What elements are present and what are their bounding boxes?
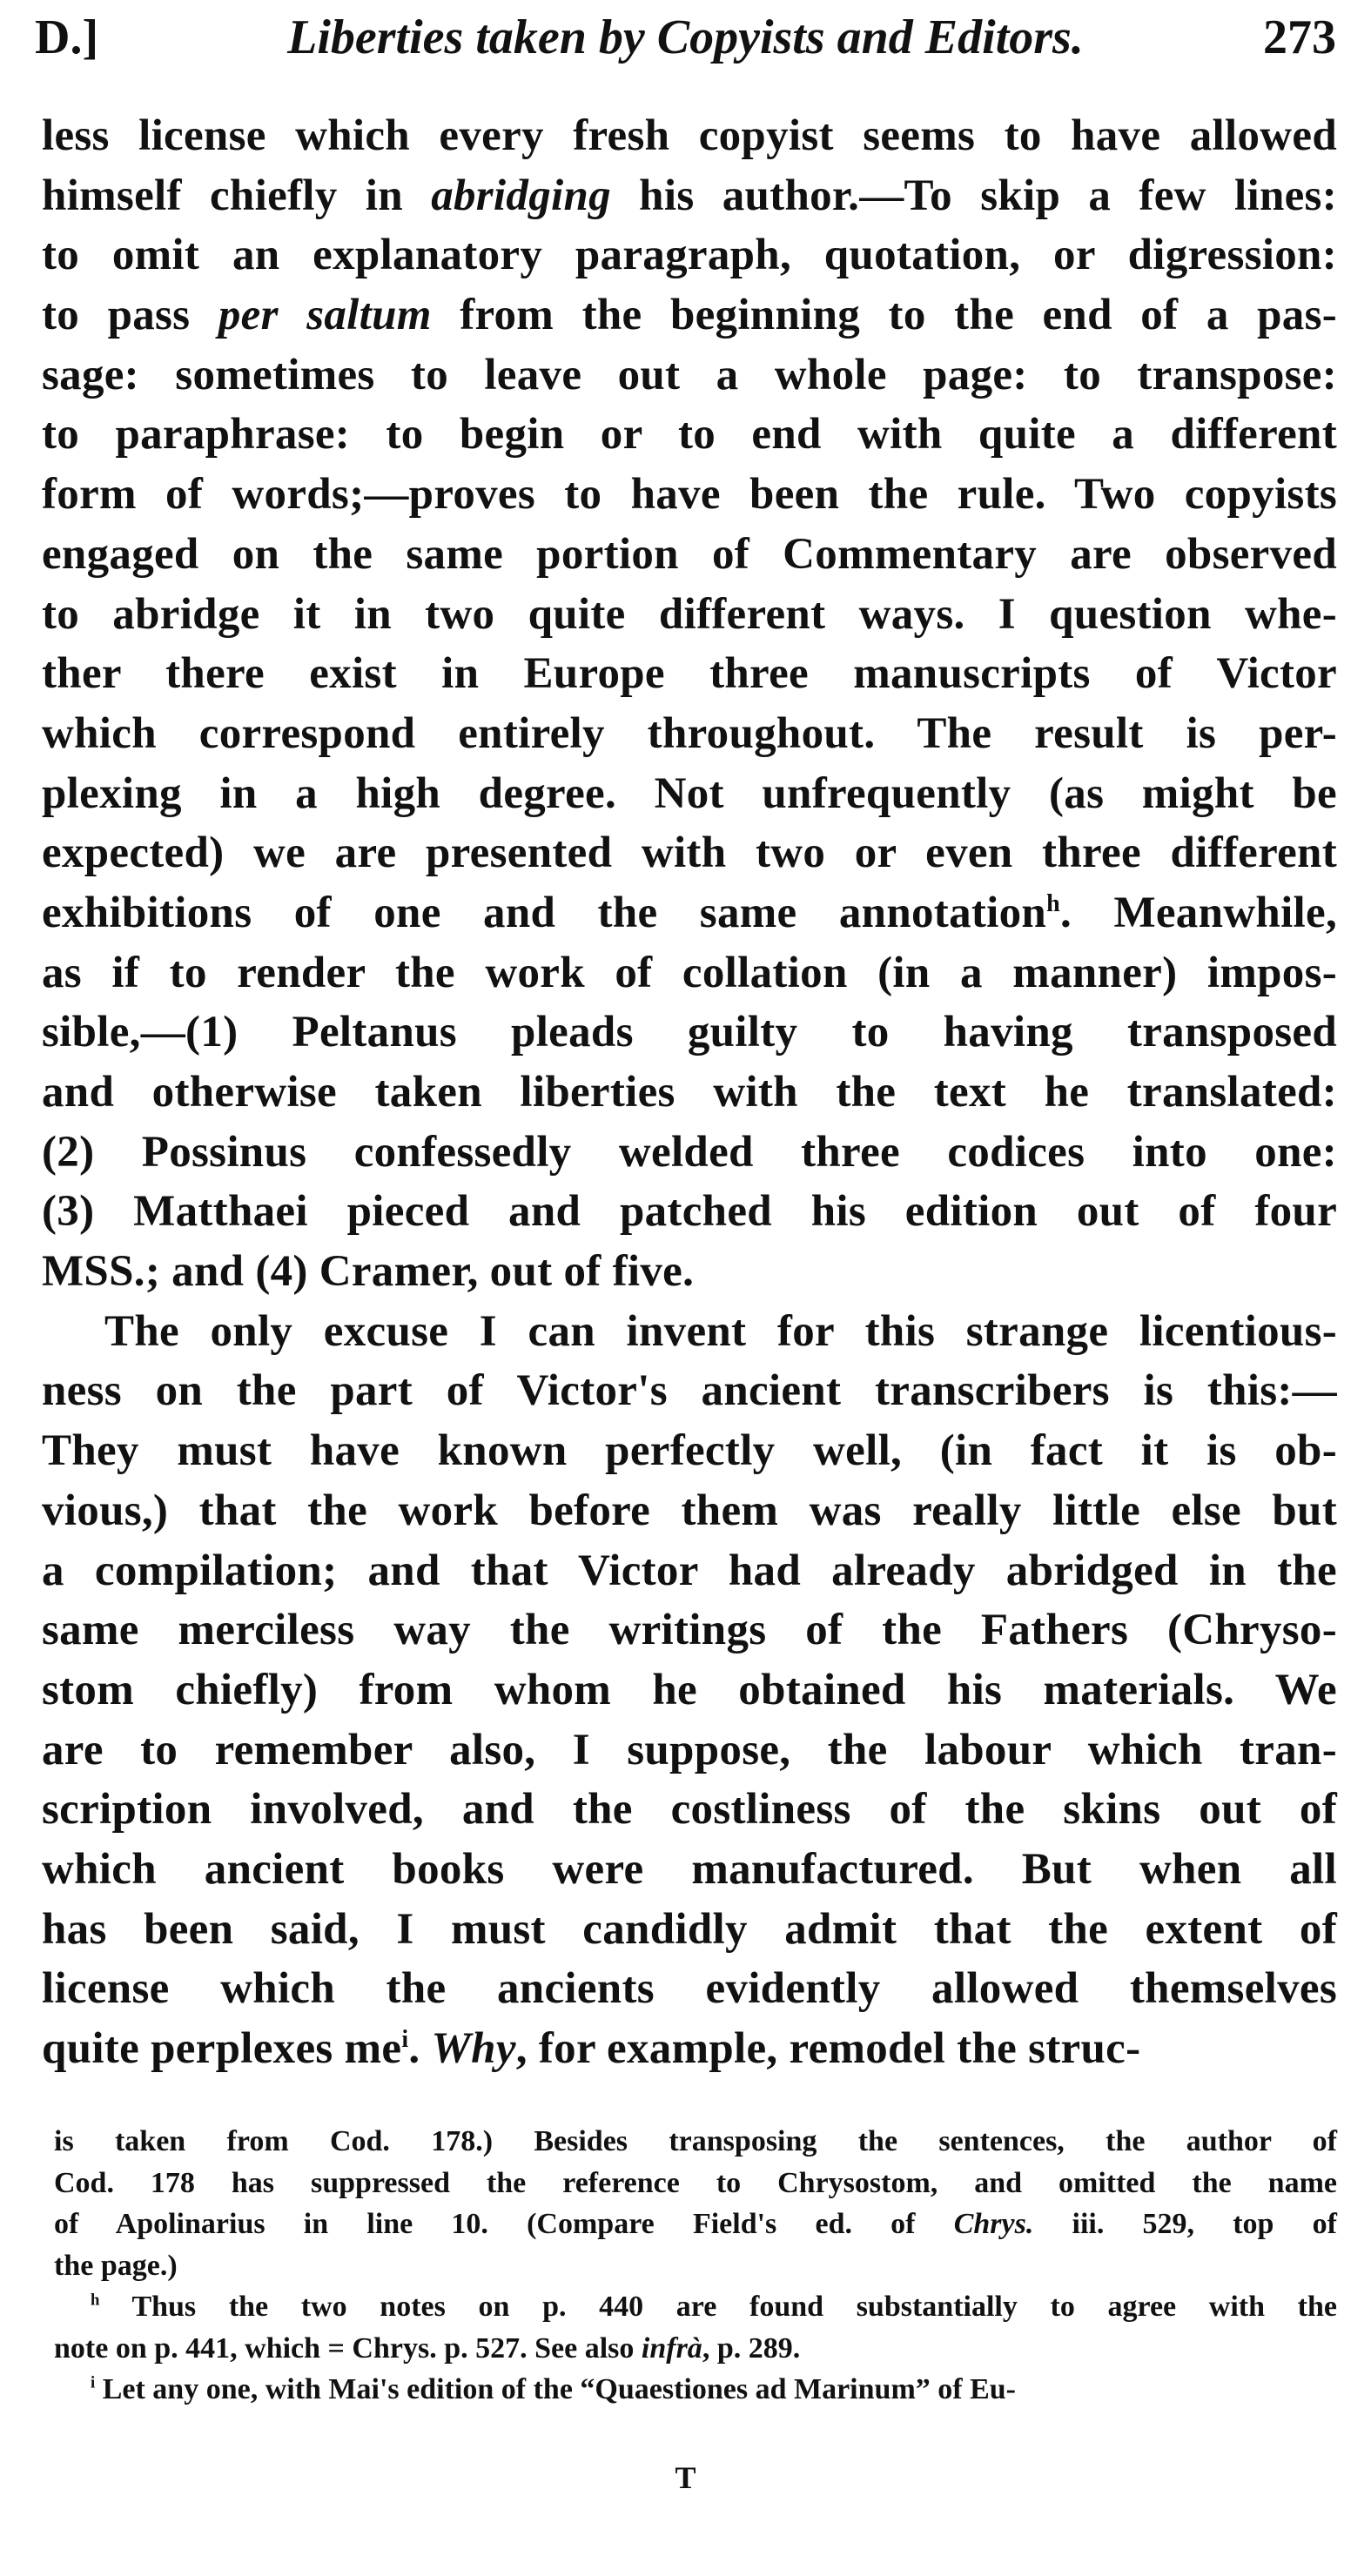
footnote-line <box>54 2286 1337 2328</box>
body-line <box>42 1780 1337 1840</box>
text-run: plexing in a high degree. Not unfrequently (as might be <box>42 768 1337 818</box>
body-line <box>42 1063 1337 1123</box>
italic-text: abridging <box>431 171 611 220</box>
section-mark: D.] <box>35 10 99 64</box>
text-run: a compilation; and that Victor had already abridged in the <box>42 1546 1337 1595</box>
text-run: to pass <box>42 291 218 340</box>
body-line <box>42 225 1337 285</box>
text-run: ther there exist in Europe three manuscripts of Victor <box>42 649 1337 699</box>
body-line <box>42 1182 1337 1242</box>
footnote-line <box>54 2328 1337 2370</box>
text-run: . Meanwhile, <box>1060 888 1337 937</box>
text-run: Cod. 178 has suppressed the reference to Chrysostom, and omitted the name <box>54 2166 1337 2199</box>
footnote-marker: i <box>91 2373 96 2392</box>
footnote-line <box>54 2245 1337 2287</box>
text-run: note on p. 441, which = Chrys. p. 527. See also <box>54 2331 642 2365</box>
running-head <box>35 7 1336 68</box>
text-run: his author.—To skip a few lines: <box>610 171 1337 220</box>
body-line <box>42 1900 1337 1960</box>
body-line <box>42 883 1337 943</box>
text-run: . <box>408 2024 432 2073</box>
body-line <box>42 1721 1337 1781</box>
text-run: (2) Possinus confessedly welded three codices into one: <box>42 1127 1337 1177</box>
text-run: are to remember also, I suppose, the labour which tran- <box>42 1725 1337 1774</box>
body-line <box>42 1421 1337 1481</box>
text-run: MSS.; and (4) Cramer, out of five. <box>42 1247 695 1297</box>
body-line <box>42 1959 1337 2019</box>
text-run: engaged on the same portion of Commentary are observed <box>42 529 1337 579</box>
footnote-line <box>54 2204 1337 2245</box>
footnote-marker: h <box>91 2291 100 2310</box>
footnote-line <box>54 2369 1337 2411</box>
text-run: to paraphrase: to begin or to end with quite a different <box>42 410 1337 460</box>
body-line <box>42 823 1337 883</box>
text-run: expected) we are presented with two or even three different <box>42 828 1337 878</box>
signature-mark: T <box>675 2460 696 2495</box>
body-line <box>42 1361 1337 1421</box>
text-run: They must have known perfectly well, (in fact it is ob- <box>42 1426 1337 1476</box>
body-line <box>42 1840 1337 1900</box>
body-line <box>42 1123 1337 1183</box>
text-run: to omit an explanatory paragraph, quotation, or digression: <box>42 231 1337 280</box>
footnote-marker: i <box>401 2026 409 2053</box>
body-line <box>42 1660 1337 1721</box>
text-run: which ancient books were manufactured. But when all <box>42 1844 1337 1894</box>
body-line <box>42 1600 1337 1660</box>
body-line <box>42 1541 1337 1601</box>
body-line <box>42 405 1337 465</box>
text-run: sage: sometimes to leave out a whole page: to transpose: <box>42 350 1337 399</box>
footnotes-block <box>54 2121 1337 2411</box>
text-run: stom chiefly) from whom he obtained his materials. We <box>42 1665 1337 1714</box>
italic-text: per saltum <box>218 291 432 340</box>
body-line <box>42 704 1337 764</box>
body-line <box>42 644 1337 704</box>
body-line <box>42 465 1337 525</box>
text-run: quite perplexes me <box>42 2024 402 2073</box>
text-run: is taken from Cod. 178.) Besides transposing the sentences, the author of <box>54 2125 1337 2157</box>
body-line <box>42 285 1337 345</box>
body-line <box>42 764 1337 824</box>
body-line <box>42 1481 1337 1541</box>
text-run: himself chiefly in <box>42 171 432 220</box>
text-run: less license which every fresh copyist seems to have allowed <box>42 111 1337 160</box>
text-run: license which the ancients evidently allowed themselves <box>42 1964 1337 2014</box>
body-line <box>42 2019 1337 2079</box>
text-run: (3) Matthaei pieced and patched his edition out of four <box>42 1187 1337 1237</box>
text-run: Let any one, with Mai's edition of the “Quaestiones ad Marinum” of Eu- <box>95 2373 1017 2405</box>
page-number: 273 <box>1263 10 1336 64</box>
text-run: same merciless way the writings of the Fathers (Chryso- <box>42 1606 1337 1655</box>
body-line <box>42 1302 1337 1362</box>
text-run: vious,) that the work before them was really little else but <box>42 1486 1337 1535</box>
footnote-marker: h <box>1046 889 1060 917</box>
body-line <box>42 1242 1337 1302</box>
body-line <box>42 943 1337 1003</box>
body-line <box>42 1003 1337 1063</box>
running-title: Liberties taken by Copyists and Editors. <box>287 10 1084 64</box>
body-line <box>42 585 1337 645</box>
text-run: Thus the two notes on p. 440 are found substantially to agree with the <box>99 2291 1337 2323</box>
footnote-line <box>54 2163 1337 2204</box>
text-run: , p. 289. <box>702 2331 801 2365</box>
text-run: the page.) <box>54 2249 178 2282</box>
italic-text: infrà <box>641 2331 702 2365</box>
text-run: from the beginning to the end of a pas- <box>431 291 1337 340</box>
text-run: The only excuse I can invent for this strange licentious- <box>104 1306 1337 1356</box>
text-run: scription involved, and the costliness of the skins out of <box>42 1785 1337 1835</box>
footnote-line <box>54 2121 1337 2163</box>
text-run: form of words;—proves to have been the rule. Two copyists <box>42 470 1337 520</box>
text-run: of Apolinarius in line 10. (Compare Field's ed. of <box>54 2208 954 2240</box>
body-line <box>42 345 1337 406</box>
text-run: has been said, I must candidly admit that the extent of <box>42 1904 1337 1954</box>
text-run: exhibitions of one and the same annotation <box>42 888 1047 937</box>
text-run: as if to render the work of collation (in a manner) impos- <box>42 948 1337 997</box>
text-run: which correspond entirely throughout. The result is per- <box>42 708 1337 758</box>
text-run: ness on the part of Victor's ancient transcribers is this:— <box>42 1366 1337 1416</box>
body-line <box>42 106 1337 166</box>
body-line <box>42 525 1337 585</box>
text-run: sible,—(1) Peltanus pleads guilty to having transposed <box>42 1008 1337 1057</box>
text-run: iii. 529, top of <box>1033 2208 1337 2240</box>
text-run: and otherwise taken liberties with the text he translated: <box>42 1068 1337 1117</box>
italic-text: Chrys. <box>953 2208 1034 2240</box>
text-run: , for example, remodel the struc- <box>515 2024 1141 2073</box>
italic-text: Why <box>431 2024 516 2073</box>
main-text-block <box>42 106 1337 2079</box>
body-line <box>42 166 1337 226</box>
text-run: to abridge it in two quite different ways. I question whe- <box>42 589 1337 639</box>
